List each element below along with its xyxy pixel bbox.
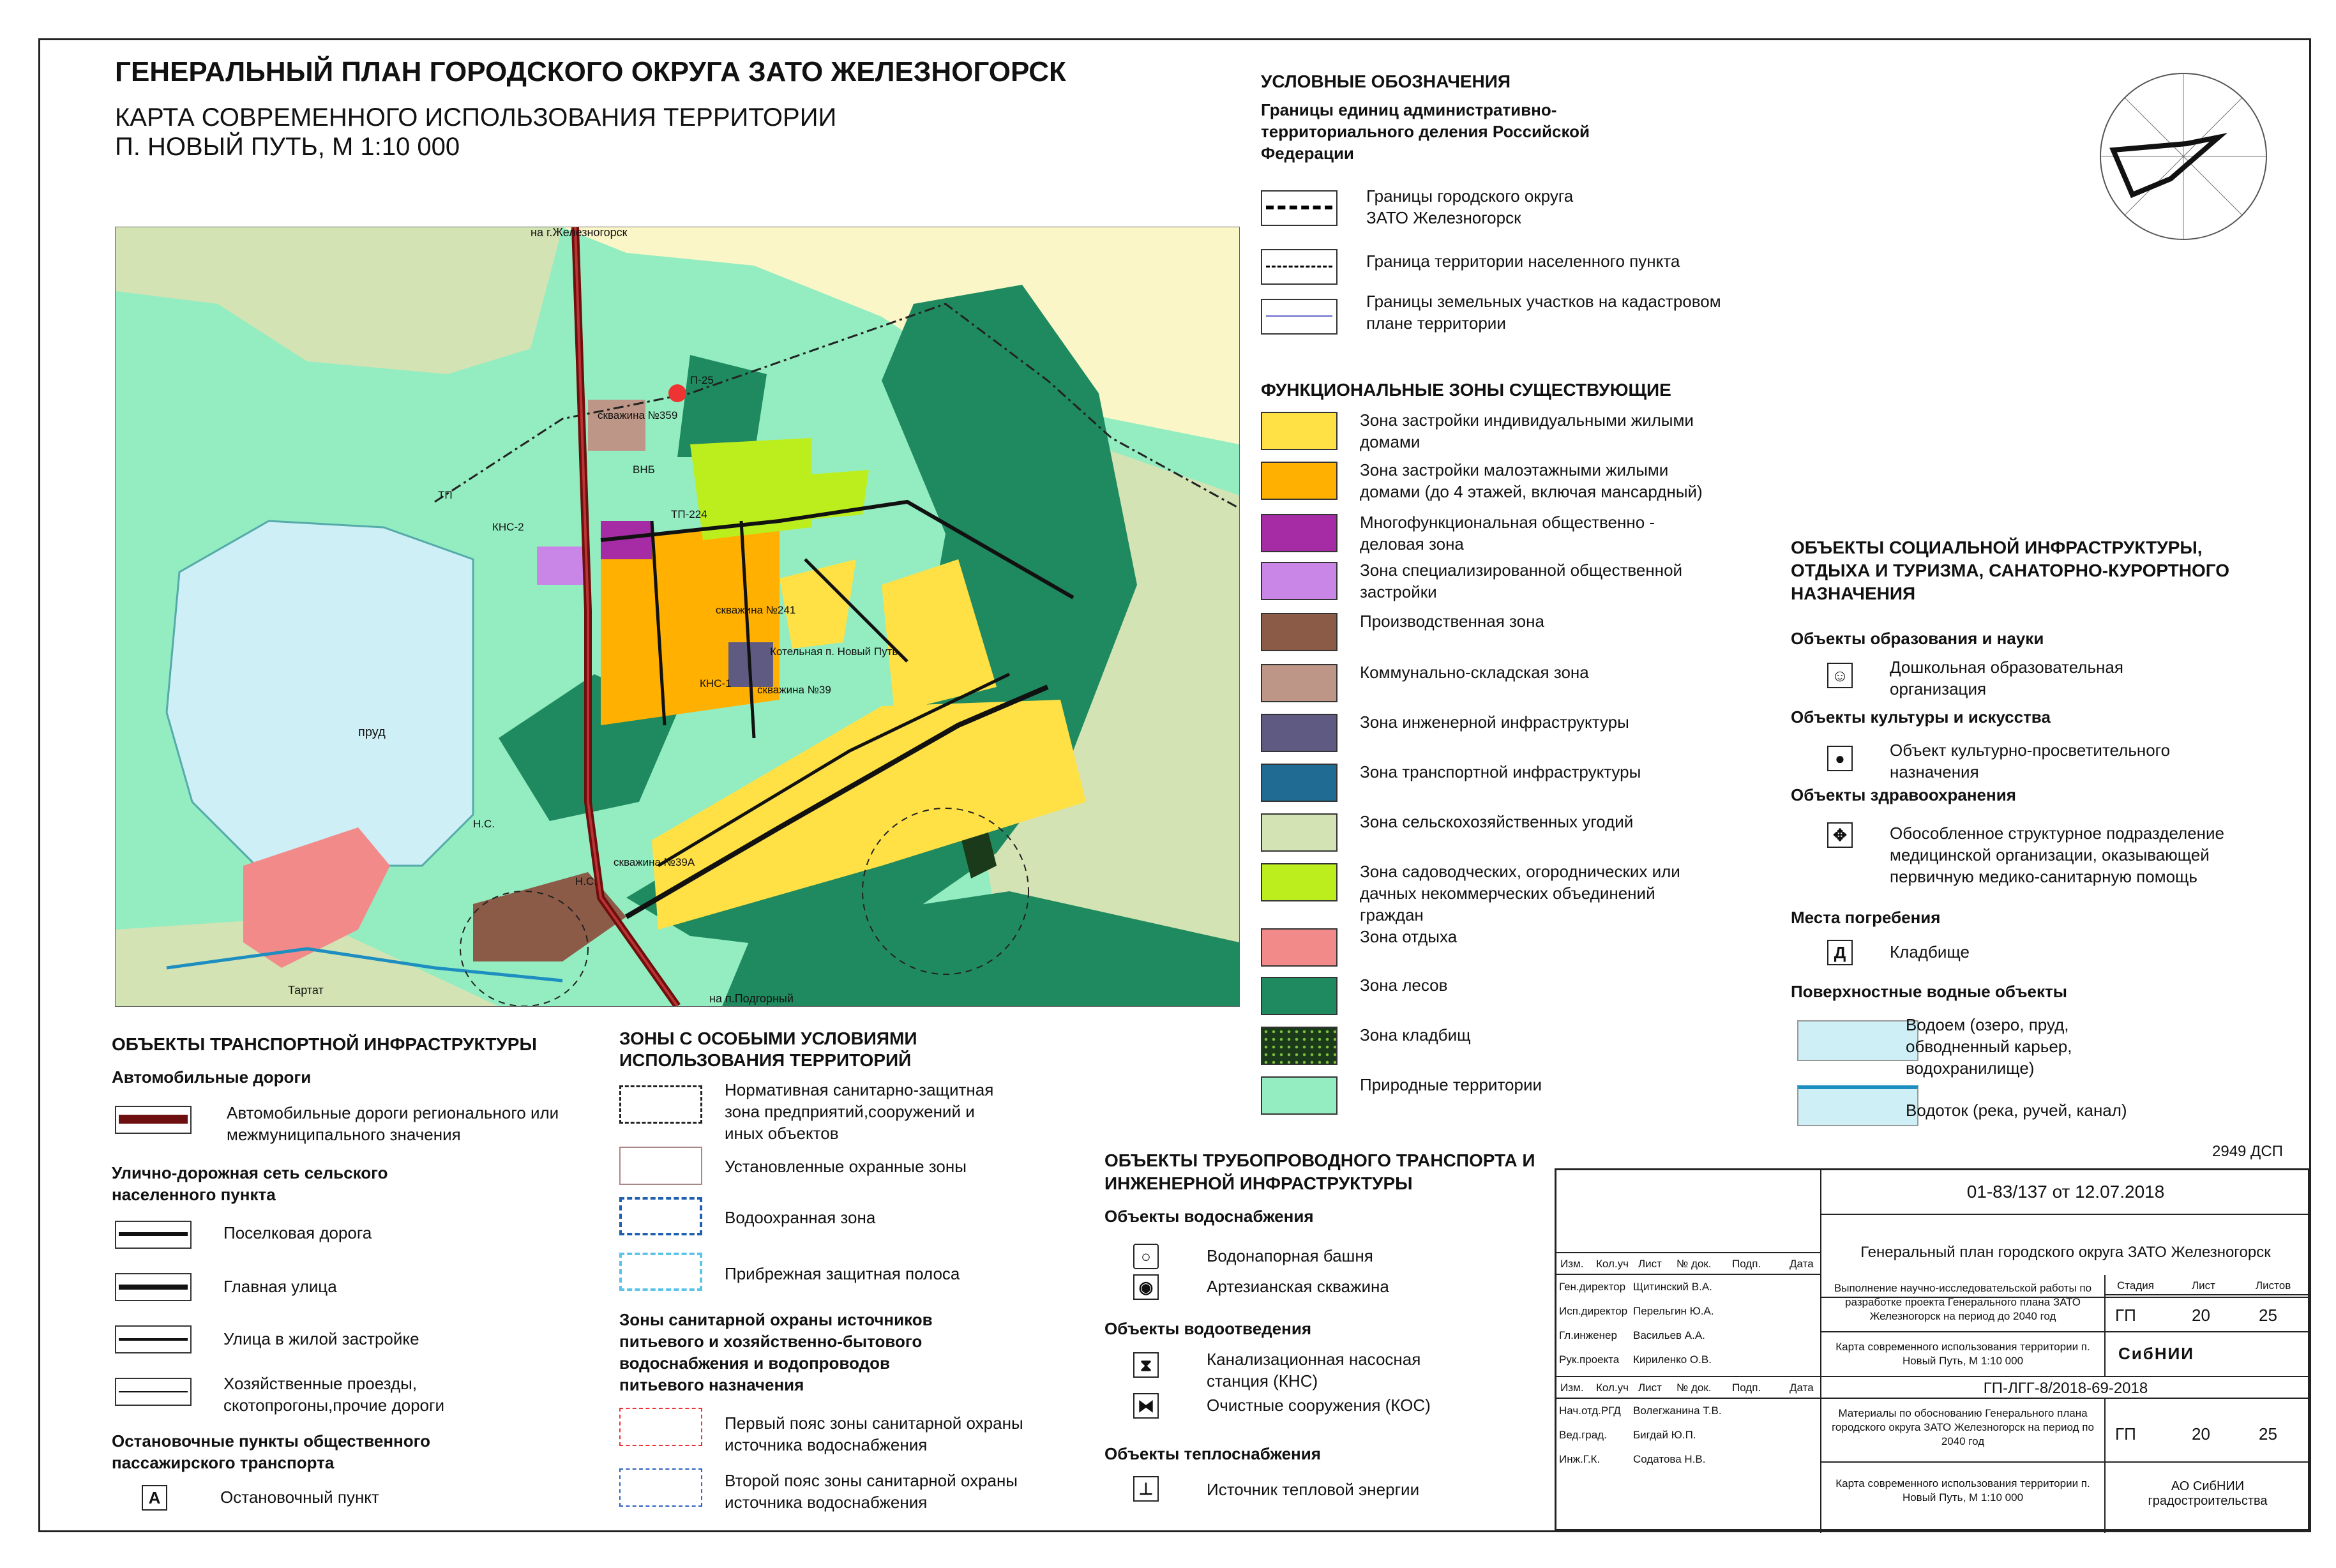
legend-bounds-title: Границы единиц административно-территориального деления Российской Федерации — [1261, 100, 1590, 163]
stamp-sheets-header: Листов — [2256, 1279, 2291, 1292]
stamp-col: Изм. — [1560, 1258, 1584, 1270]
map-svg — [116, 227, 1239, 1006]
culture-icon: ● — [1827, 746, 1853, 771]
stamp-empty-cells — [1556, 1170, 1821, 1253]
bound-swatch-cadastral — [1261, 299, 1338, 335]
map-label-pond: пруд — [358, 725, 386, 739]
zone-swatch-12 — [1261, 1027, 1338, 1065]
road-regional-swatch — [115, 1106, 192, 1134]
page-subtitle-scale: П. НОВЫЙ ПУТЬ, М 1:10 000 — [115, 133, 460, 161]
zone-swatch-13 — [1261, 1076, 1338, 1115]
map-label-well39: скважина №39 — [757, 684, 831, 696]
social-burial-label: Кладбище — [1890, 942, 1970, 961]
cemetery-icon: Д — [1827, 940, 1853, 965]
zone-swatch-5 — [1261, 664, 1338, 702]
stamp-mapname-cell — [1821, 1332, 2106, 1377]
stamp-people1 — [1556, 1275, 1821, 1377]
stamp-sheets: 25 — [2259, 1306, 2277, 1325]
pipeline-sewer-title: Объекты водоотведения — [1104, 1319, 1311, 1338]
stamp-contract-cell — [1821, 1170, 2310, 1215]
stamp-stage-row2 — [2106, 1399, 2310, 1463]
map-label-vnb: ВНБ — [633, 464, 655, 476]
street-main-label: Главная улица — [223, 1277, 337, 1296]
social-water-body-label: Водоем (озеро, пруд, обводненный карьер, водохранилище) — [1906, 1015, 2072, 1078]
stamp-col: Подп. — [1732, 1258, 1761, 1270]
watercourse-swatch — [1797, 1085, 1918, 1126]
stamp-col: Лист — [1638, 1382, 1662, 1394]
security-zone-swatch — [619, 1147, 702, 1185]
zone-label-11: Зона лесов — [1360, 976, 1448, 995]
stamp-materials-cell — [1821, 1399, 2106, 1463]
stamp-code-cell — [1821, 1377, 2310, 1399]
street-service-swatch — [115, 1378, 192, 1406]
stamp-cols-row2 — [1556, 1377, 1821, 1399]
stamp-person: Волегжанина Т.В. — [1633, 1405, 1722, 1417]
stamp-stage-header: Стадия — [2117, 1279, 2154, 1292]
zone-label-13: Природные территории — [1360, 1075, 1542, 1094]
map-label-ns2: Н.С. — [575, 875, 597, 887]
stamp-stage-head — [2106, 1275, 2310, 1295]
artesian-well-icon: ◉ — [1133, 1274, 1159, 1300]
treatment-plant-icon: ⧓ — [1133, 1393, 1159, 1419]
substation-marker — [668, 384, 686, 402]
special-s2-label: Второй пояс зоны санитарной охраны источника водоснабжения — [725, 1471, 1018, 1512]
stamp-col: Дата — [1790, 1382, 1814, 1394]
stamp-role: Ген.директор — [1559, 1281, 1626, 1293]
social-health-title: Объекты здравоохранения — [1791, 785, 2016, 804]
zone-label-2: Многофункциональная общественно - деловая зона — [1360, 513, 1655, 554]
map-label-well241: скважина №241 — [716, 604, 796, 616]
stamp-project: Генеральный план городского округа ЗАТО Железногорск — [1860, 1244, 2271, 1261]
stamp-person: Васильев А.А. — [1633, 1329, 1705, 1341]
stamp-sheet: 20 — [2192, 1424, 2210, 1444]
stamp-role: Инж.Г.К. — [1559, 1453, 1601, 1465]
map-panel[interactable] — [115, 227, 1240, 1007]
social-cult-label: Объект культурно-просветительного назначения — [1890, 741, 2171, 781]
special-z3-label: Водоохранная зона — [725, 1208, 876, 1227]
stamp-contract: 01-83/137 от 12.07.2018 — [1966, 1182, 2165, 1202]
stamp-col: Изм. — [1560, 1382, 1584, 1394]
street-service-label: Хозяйственные проезды, скотопрогоны,прочие дороги — [223, 1374, 445, 1415]
stamp-col: Подп. — [1732, 1382, 1761, 1394]
legend-title: УСЛОВНЫЕ ОБОЗНАЧЕНИЯ — [1261, 72, 1511, 91]
pipeline-heat-title: Объекты теплоснабжения — [1104, 1444, 1321, 1463]
bus-stop-label: Остановочный пункт — [220, 1488, 379, 1507]
stamp-person: Кириленко О.В. — [1633, 1353, 1712, 1366]
stamp-sheet-header: Лист — [2192, 1279, 2215, 1292]
map-label-tp: ТП — [438, 489, 453, 501]
road-regional-label: Автомобильные дороги регионального или межмуниципального значения — [227, 1103, 559, 1144]
stamp-materials: Материалы по обоснованию Генерального плана городского округа ЗАТО Железногорск на период по 2040 год — [1832, 1407, 2094, 1447]
zone-swatch-3 — [1261, 562, 1338, 600]
stamp-map-name: Карта современного использования территории п. Новый Путь, М 1:10 000 — [1835, 1341, 2090, 1367]
zones-title: ФУНКЦИОНАЛЬНЫЕ ЗОНЫ СУЩЕСТВУЮЩИЕ — [1261, 380, 1671, 400]
stamp-person: Бигдай Ю.П. — [1633, 1429, 1696, 1441]
street-village-label: Поселковая дорога — [223, 1223, 372, 1242]
social-title: ОБЪЕКТЫ СОЦИАЛЬНОЙ ИНФРАСТРУКТУРЫ, ОТДЫХА И ТУРИЗМА, САНАТОРНО-КУРОРТНОГО НАЗНАЧЕНИЯ — [1791, 538, 2230, 603]
stamp-col: Кол.уч — [1596, 1258, 1629, 1270]
map-label-tp224: ТП-224 — [671, 508, 707, 520]
zone-swatch-9 — [1261, 863, 1338, 901]
stamp-person: Содатова Н.В. — [1633, 1453, 1706, 1465]
pump-station-icon: ⧗ — [1133, 1352, 1159, 1378]
social-edu-title: Объекты образования и науки — [1791, 629, 2044, 648]
zone-label-4: Производственная зона — [1360, 612, 1544, 631]
stamp-person: Щитинский В.А. — [1633, 1281, 1712, 1293]
map-label-north-road: на г.Железногорск — [531, 227, 628, 239]
zone-label-9: Зона садоводческих, огороднических или дачных некоммерческих объединений граждан — [1360, 862, 1680, 924]
sanitary-belt2-swatch — [619, 1468, 702, 1507]
stamp-cols-row — [1556, 1253, 1821, 1275]
zone-label-0: Зона застройки индивидуальными жилыми домами — [1360, 411, 1694, 451]
sanitary-title: Зоны санитарной охраны источников питьевого и хозяйственно-бытового водоснабжения и водопроводов питьевого назначения — [619, 1310, 933, 1394]
zone-label-6: Зона инженерной инфраструктуры — [1360, 712, 1629, 732]
street-residential-label: Улица в жилой застройке — [223, 1329, 419, 1348]
bound-label-okrug: Границы городского округа ЗАТО Железногорск — [1366, 186, 1574, 227]
street-village-swatch — [115, 1221, 192, 1249]
social-cult-title: Объекты культуры и искусства — [1791, 707, 2051, 727]
stamp-role: Вед.град. — [1559, 1429, 1607, 1441]
stamp-col: Дата — [1790, 1258, 1814, 1270]
kindergarten-icon: ☺ — [1827, 663, 1853, 688]
wind-rose — [2094, 67, 2273, 246]
zone-swatch-0 — [1261, 412, 1338, 450]
bound-swatch-settlement — [1261, 249, 1338, 285]
social-health-label: Обособленное структурное подразделение медицинской организации, оказывающей первичную медико-санитарную помощь — [1890, 824, 2225, 886]
social-watercourse-label: Водоток (река, ручей, канал) — [1906, 1101, 2127, 1120]
pipeline-title: ОБЪЕКТЫ ТРУБОПРОВОДНОГО ТРАНСПОРТА И ИНЖЕНЕРНОЙ ИНФРАСТРУКТУРЫ — [1104, 1150, 1535, 1193]
special-s1-label: Первый пояс зоны санитарной охраны источника водоснабжения — [725, 1413, 1023, 1454]
map-label-kns1: КНС-1 — [700, 677, 732, 690]
zone-label-3: Зона специализированной общественной застройки — [1360, 561, 1683, 601]
special-z2-label: Установленные охранные зоны — [725, 1157, 967, 1176]
stamp-person: Перельгин Ю.А. — [1633, 1305, 1714, 1317]
stamp-col: № док. — [1677, 1258, 1712, 1270]
street-residential-swatch — [115, 1325, 192, 1353]
zone-swatch-6 — [1261, 714, 1338, 752]
stamp-stage: ГП — [2115, 1424, 2136, 1444]
coastal-strip-swatch — [619, 1253, 702, 1291]
stamp-role: Исп.директор — [1559, 1305, 1628, 1317]
dsp-number: 2949 ДСП — [2212, 1143, 2283, 1160]
stamp-work-cell — [1821, 1275, 2106, 1332]
page-subtitle: КАРТА СОВРЕМЕННОГО ИСПОЛЬЗОВАНИЯ ТЕРРИТОРИИ — [115, 103, 837, 132]
stamp-col: Лист — [1638, 1258, 1662, 1270]
map-label-p25: П-25 — [690, 374, 714, 386]
stamp-stage: ГП — [2115, 1306, 2136, 1325]
stamp-logo-cell — [2106, 1332, 2310, 1377]
stamp-logo: СибНИИ — [2118, 1344, 2194, 1363]
pipeline-kos-label: Очистные сооружения (КОС) — [1207, 1396, 1431, 1415]
water-body-swatch — [1797, 1020, 1918, 1061]
stamp-org-cell — [2106, 1463, 2310, 1533]
page-title: ГЕНЕРАЛЬНЫЙ ПЛАН ГОРОДСКОГО ОКРУГА ЗАТО ЖЕЛЕЗНОГОРСК — [115, 56, 1066, 87]
zone-label-8: Зона сельскохозяйственных угодий — [1360, 812, 1634, 831]
zone-swatch-10 — [1261, 928, 1338, 967]
map-label-well359: скважина №359 — [598, 409, 678, 421]
heat-source-icon: ⊥ — [1133, 1476, 1159, 1502]
pipeline-well-label: Артезианская скважина — [1207, 1277, 1389, 1296]
bus-stop-icon: A — [142, 1485, 167, 1511]
pipeline-kns-label: Канализационная насосная станция (КНС) — [1207, 1350, 1421, 1391]
social-burial-title: Места погребения — [1791, 908, 1941, 927]
special-public-zone — [537, 547, 588, 585]
map-label-south-road: на п.Подгорный — [709, 992, 794, 1005]
stamp-people2 — [1556, 1399, 1821, 1533]
transport-roads-title: Автомобильные дороги — [112, 1067, 312, 1087]
map-label-boiler: Котельная п. Новый Путь — [770, 645, 898, 658]
stamp-mapname2-cell — [1821, 1463, 2106, 1533]
zone-label-7: Зона транспортной инфраструктуры — [1360, 762, 1641, 781]
stamp-org: АО СибНИИ градостроительства — [2148, 1479, 2268, 1508]
stamp-map-name2: Карта современного использования территории п. Новый Путь, М 1:10 000 — [1835, 1477, 2090, 1504]
zone-label-12: Зона кладбищ — [1360, 1025, 1471, 1044]
water-tower-icon: ○ — [1133, 1244, 1159, 1269]
sanitary-protection-swatch — [619, 1085, 702, 1124]
map-label-well39a: скважина №39А — [614, 856, 695, 868]
zone-label-5: Коммунально-складская зона — [1360, 663, 1589, 682]
zone-label-10: Зона отдыха — [1360, 927, 1458, 946]
special-title: ЗОНЫ С ОСОБЫМИ УСЛОВИЯМИ ИСПОЛЬЗОВАНИЯ ТЕРРИТОРИЙ — [619, 1029, 917, 1070]
zone-swatch-2 — [1261, 514, 1338, 552]
bound-swatch-okrug — [1261, 190, 1338, 226]
transport-title: ОБЪЕКТЫ ТРАНСПОРТНОЙ ИНФРАСТРУКТУРЫ — [112, 1034, 537, 1054]
stamp-stage-row — [2106, 1295, 2310, 1332]
stamp-role: Гл.инженер — [1559, 1329, 1617, 1341]
map-label-kns2: КНС-2 — [492, 521, 524, 533]
title-block — [1555, 1168, 2310, 1531]
stamp-col: Кол.уч — [1596, 1382, 1629, 1394]
stamp-col: № док. — [1677, 1382, 1712, 1394]
street-main-swatch — [115, 1273, 192, 1301]
map-label-river: Тартат — [288, 984, 324, 997]
stamp-sheets: 25 — [2259, 1424, 2277, 1444]
water-protection-swatch — [619, 1197, 702, 1235]
zone-swatch-1 — [1261, 462, 1338, 500]
zone-swatch-8 — [1261, 813, 1338, 852]
pipeline-heat-label: Источник тепловой энергии — [1207, 1480, 1420, 1499]
bound-label-cadastral: Границы земельных участков на кадастровом плане территории — [1366, 292, 1721, 333]
bound-label-settlement: Граница территории населенного пункта — [1366, 252, 1680, 271]
zone-swatch-4 — [1261, 613, 1338, 651]
transport-street-title: Улично-дорожная сеть сельского населенного пункта — [112, 1163, 388, 1204]
stamp-work: Выполнение научно-исследовательской работы по разработке проекта Генерального плана ЗАТО Железногорск на период до 2040 год — [1834, 1282, 2092, 1322]
zone-swatch-11 — [1261, 977, 1338, 1015]
zone-label-1: Зона застройки малоэтажными жилыми домами (до 4 этажей, включая мансардный) — [1360, 460, 1703, 501]
map-label-ns1: Н.С. — [473, 818, 495, 830]
pipeline-water-title: Объекты водоснабжения — [1104, 1207, 1314, 1226]
social-edu-label: Дошкольная образовательная организация — [1890, 658, 2123, 698]
special-z1-label: Нормативная санитарно-защитная зона предприятий,сооружений и иных объектов — [725, 1080, 994, 1143]
stamp-role: Рук.проекта — [1559, 1353, 1620, 1366]
stamp-role: Нач.отд.РГД — [1559, 1405, 1621, 1417]
social-water-title: Поверхностные водные объекты — [1791, 982, 2067, 1001]
stamp-sheet: 20 — [2192, 1306, 2210, 1325]
sanitary-belt1-swatch — [619, 1408, 702, 1446]
stamp-code: ГП-ЛГГ-8/2018-69-2018 — [1983, 1380, 2148, 1397]
medical-icon: ✥ — [1827, 822, 1853, 848]
zone-swatch-7 — [1261, 764, 1338, 802]
transport-stop-title: Остановочные пункты общественного пассажирского транспорта — [112, 1431, 431, 1472]
pipeline-tower-label: Водонапорная башня — [1207, 1246, 1373, 1265]
special-z4-label: Прибрежная защитная полоса — [725, 1264, 960, 1283]
